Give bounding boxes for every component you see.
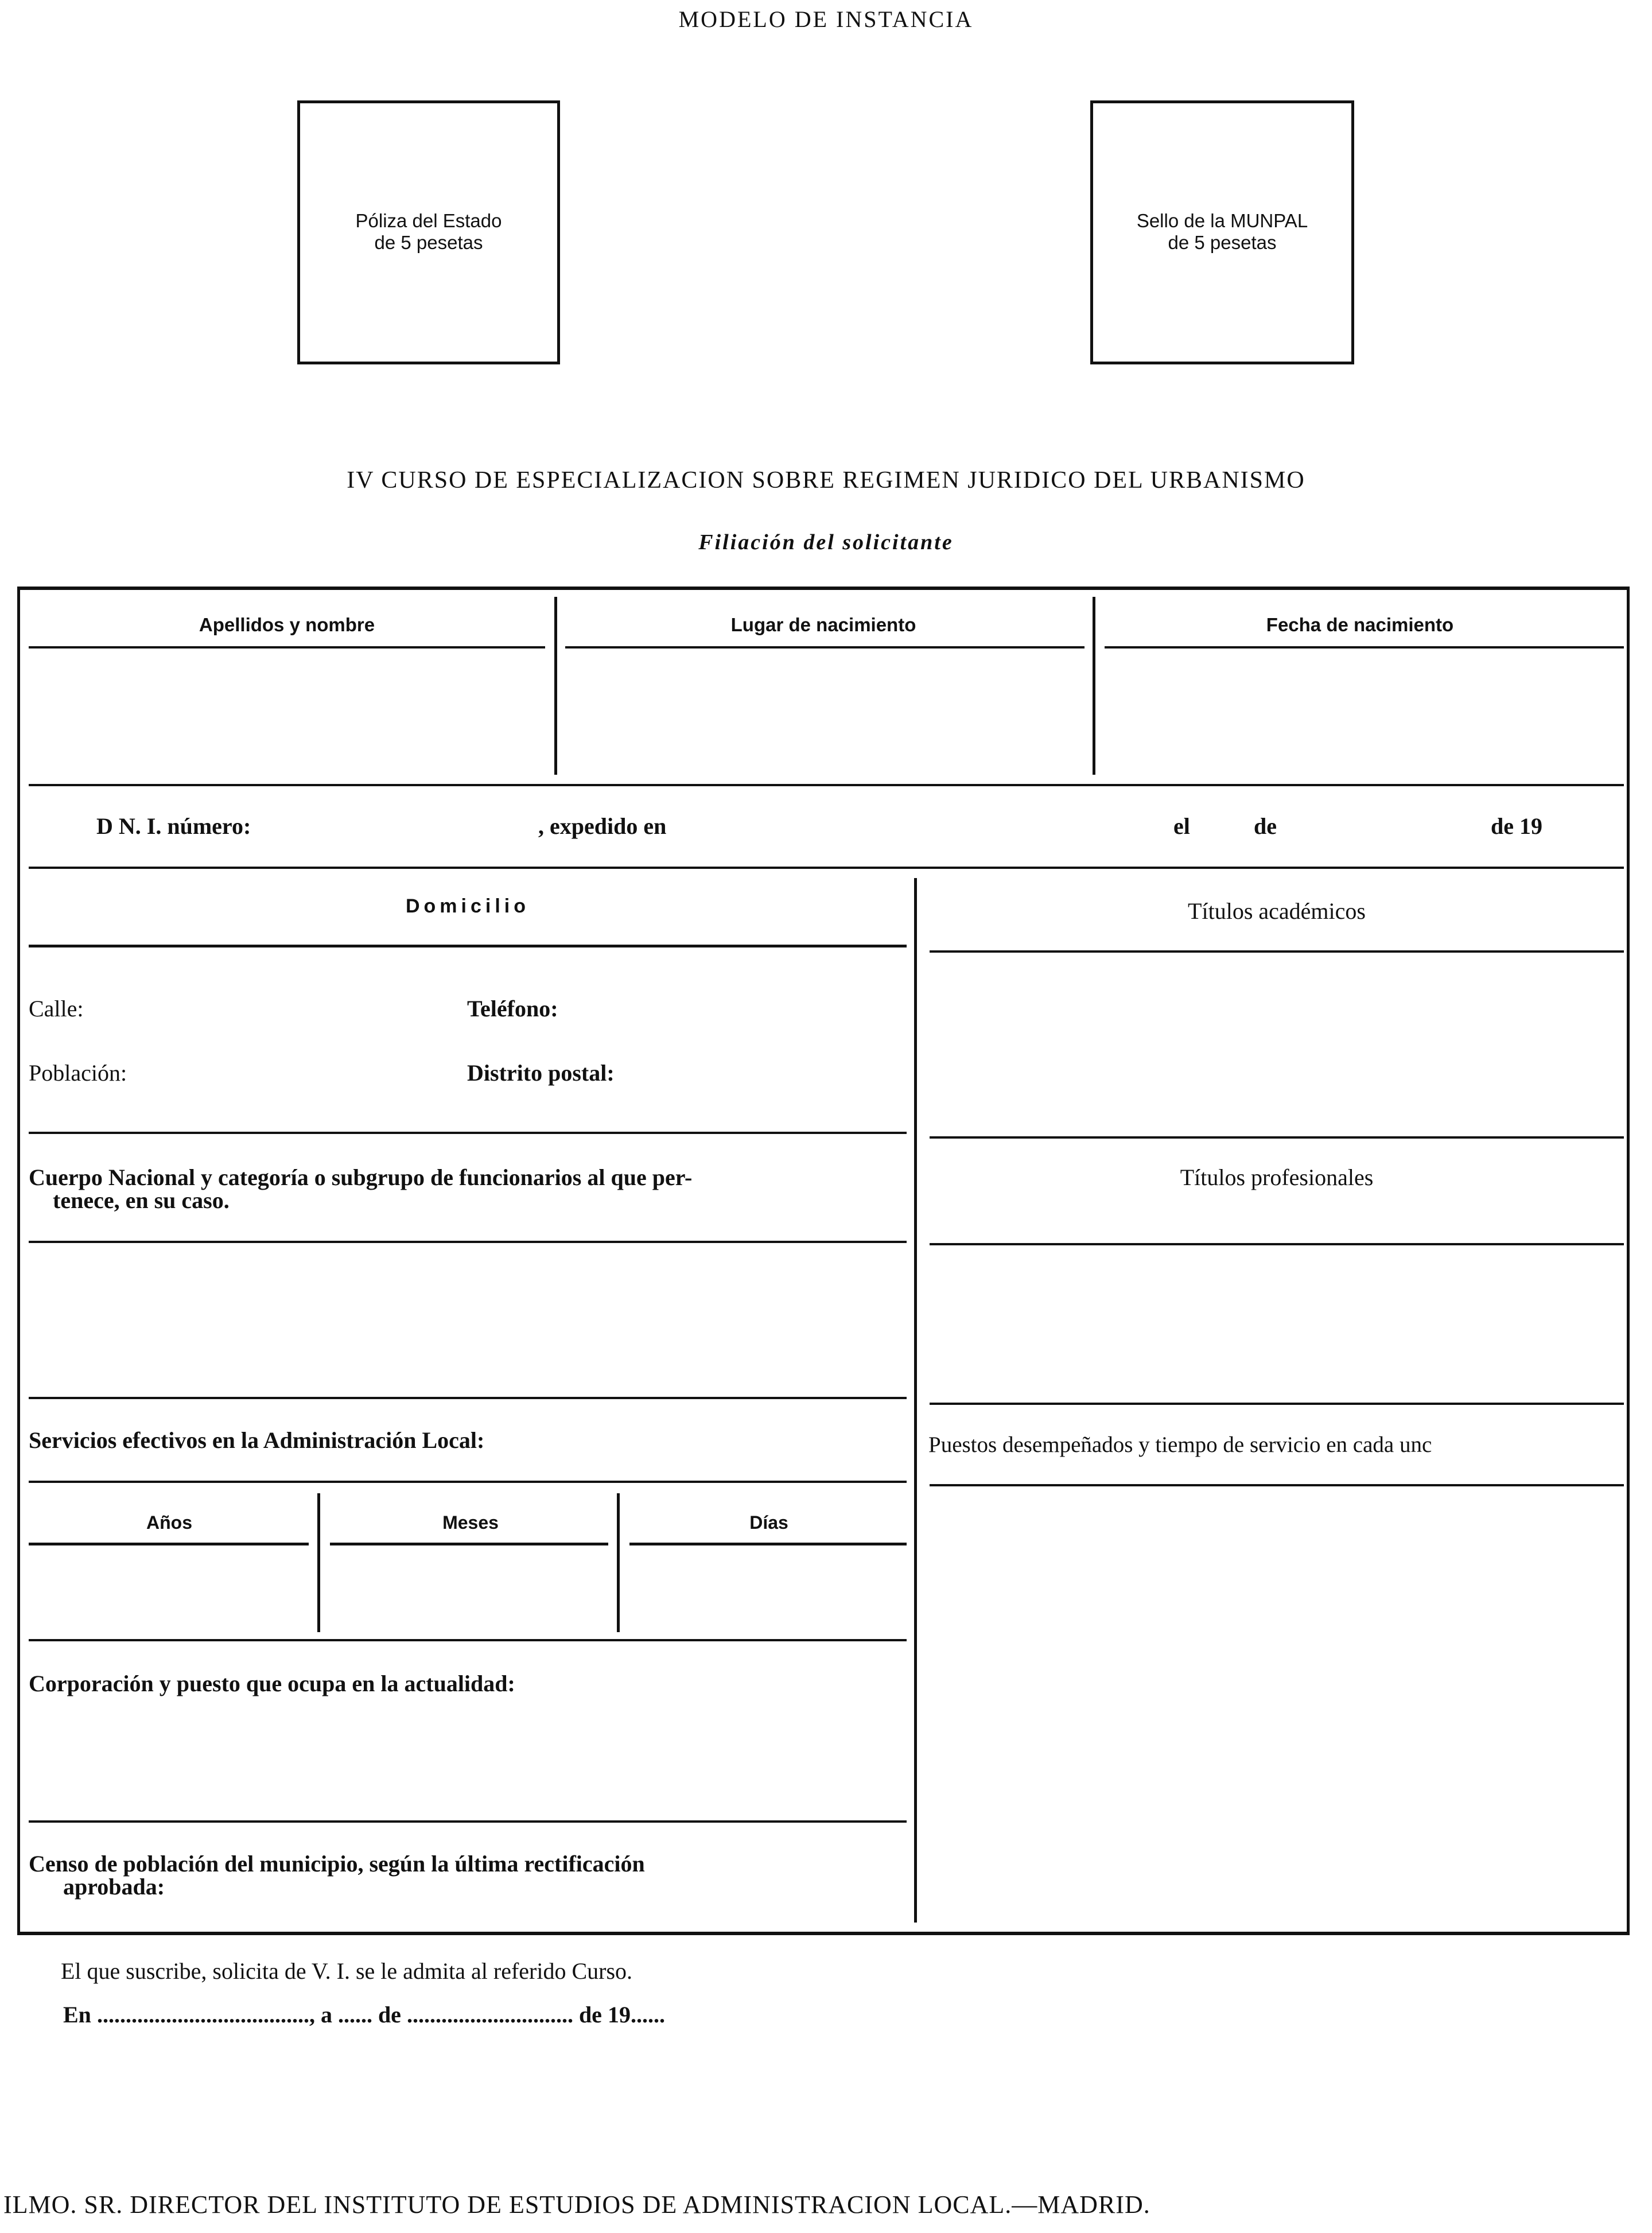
- stamp-munpal-line1: Sello de la MUNPAL: [1136, 210, 1308, 231]
- corporacion-label: Corporación y puesto que ocupa en la actualidad:: [29, 1671, 515, 1696]
- applicant-subtitle: Filiación del solicitante: [698, 530, 954, 554]
- telefono-label: Teléfono:: [467, 996, 558, 1022]
- col-divider-1: [554, 597, 557, 775]
- col-dias: Días: [749, 1512, 788, 1533]
- stamp-poliza-line1: Póliza del Estado: [355, 210, 502, 231]
- table-left-border: [17, 587, 20, 1935]
- col-header-name: Apellidos y nombre: [199, 614, 375, 635]
- titulos-academicos-bottom-line: [930, 1136, 1624, 1139]
- col-header-birthplace: Lugar de nacimiento: [730, 614, 916, 635]
- sig-place-field[interactable]: .....................................,: [96, 2002, 315, 2028]
- dias-line: [629, 1543, 907, 1545]
- calle-label: Calle:: [29, 996, 84, 1022]
- stamp-poliza-line2: de 5 pesetas: [374, 232, 483, 253]
- course-title: IV CURSO DE ESPECIALIZACION SOBRE REGIMEN JURIDICO DEL URBANISMO: [347, 467, 1305, 494]
- domicilio-title: Domicilio: [405, 895, 530, 917]
- field-meses[interactable]: [330, 1549, 611, 1630]
- cuerpo-bottom-line: [29, 1397, 907, 1399]
- col-header-line-1: [29, 646, 545, 648]
- dni-el-label: el: [1173, 813, 1190, 839]
- col-divider-2: [1093, 597, 1095, 775]
- col-header-line-3: [1105, 646, 1624, 648]
- titulos-profesionales-line: [930, 1243, 1624, 1245]
- addressee: ILMO. SR. DIRECTOR DEL INSTITUTO DE ESTUDIOS DE ADMINISTRACION LOCAL.—MADRID.: [3, 2191, 1150, 2219]
- censo-line2: aprobada:: [63, 1874, 165, 1900]
- titulos-academicos-label: Títulos académicos: [1188, 898, 1366, 924]
- domicilio-bottom-line: [29, 1132, 907, 1134]
- cuerpo-line2: tenece, en su caso.: [53, 1187, 230, 1213]
- signature-line: [63, 2003, 665, 2026]
- field-birthdate[interactable]: [1105, 654, 1621, 769]
- dni-de-label: de: [1254, 813, 1277, 839]
- sig-de: de: [378, 2002, 401, 2028]
- domicilio-line: [29, 945, 907, 947]
- puestos-label: Puestos desempeñados y tiempo de servicio en cada unc: [928, 1432, 1432, 1457]
- field-dias[interactable]: [629, 1549, 905, 1630]
- distrito-label: Distrito postal:: [467, 1060, 615, 1086]
- meses-divider: [617, 1493, 620, 1632]
- col-anos: Años: [146, 1512, 192, 1533]
- sig-day-field[interactable]: ......: [337, 2002, 372, 2028]
- middle-divider: [914, 878, 917, 1923]
- titulos-profesionales-label: Títulos profesionales: [1180, 1164, 1374, 1190]
- censo-line1: Censo de población del municipio, según la última rectificación: [29, 1851, 645, 1877]
- servicios-bottom-line: [29, 1639, 907, 1641]
- field-titulos-profesionales[interactable]: [930, 1248, 1624, 1397]
- meses-line: [330, 1543, 608, 1545]
- servicios-label: Servicios efectivos en la Administración Local:: [29, 1427, 485, 1453]
- corporacion-bottom-line: [29, 1820, 907, 1823]
- sig-a: a: [320, 2002, 332, 2028]
- col-header-line-2: [565, 646, 1085, 648]
- col-meses: Meses: [442, 1512, 499, 1533]
- sig-en: En: [63, 2002, 91, 2028]
- dni-de19-label: de 19: [1491, 813, 1542, 839]
- table-top-border: [17, 587, 1630, 590]
- field-corporacion[interactable]: [29, 1704, 907, 1808]
- stamp-munpal-line2: de 5 pesetas: [1168, 232, 1277, 253]
- cuerpo-line: [29, 1241, 907, 1243]
- titulos-academicos-line: [930, 950, 1624, 953]
- field-puestos[interactable]: [930, 1492, 1624, 1917]
- field-cuerpo[interactable]: [29, 1248, 907, 1392]
- field-birthplace[interactable]: [565, 654, 1082, 769]
- servicios-line: [29, 1481, 907, 1483]
- sig-month-field[interactable]: .............................: [406, 2002, 573, 2028]
- col-header-birthdate: Fecha de nacimiento: [1266, 614, 1454, 635]
- dni-bottom-line: [29, 867, 1624, 869]
- cuerpo-line1: Cuerpo Nacional y categoría o subgrupo de funcionarios al que per-: [29, 1164, 693, 1190]
- sig-year-field[interactable]: de 19......: [578, 2002, 665, 2028]
- puestos-line: [930, 1484, 1624, 1486]
- titulos-profesionales-bottom-line: [930, 1403, 1624, 1405]
- field-titulos-academicos[interactable]: [930, 958, 1624, 1131]
- poblacion-label: Población:: [29, 1060, 127, 1086]
- dni-issued-label: , expedido en: [538, 813, 667, 839]
- anos-line: [29, 1543, 309, 1545]
- field-name[interactable]: [29, 654, 545, 769]
- petition-text: El que suscribe, solicita de V. I. se le admita al referido Curso.: [61, 1958, 633, 1984]
- stamp-box-munpal: [1090, 100, 1354, 364]
- stamp-box-poliza: [297, 100, 560, 364]
- dni-top-line: [29, 784, 1624, 786]
- field-anos[interactable]: [29, 1549, 310, 1630]
- table-right-border: [1627, 587, 1630, 1935]
- dni-label: D N. I. número:: [96, 813, 251, 839]
- form-title: MODELO DE INSTANCIA: [678, 6, 974, 32]
- anos-divider: [317, 1493, 320, 1632]
- table-bottom-border: [17, 1932, 1630, 1935]
